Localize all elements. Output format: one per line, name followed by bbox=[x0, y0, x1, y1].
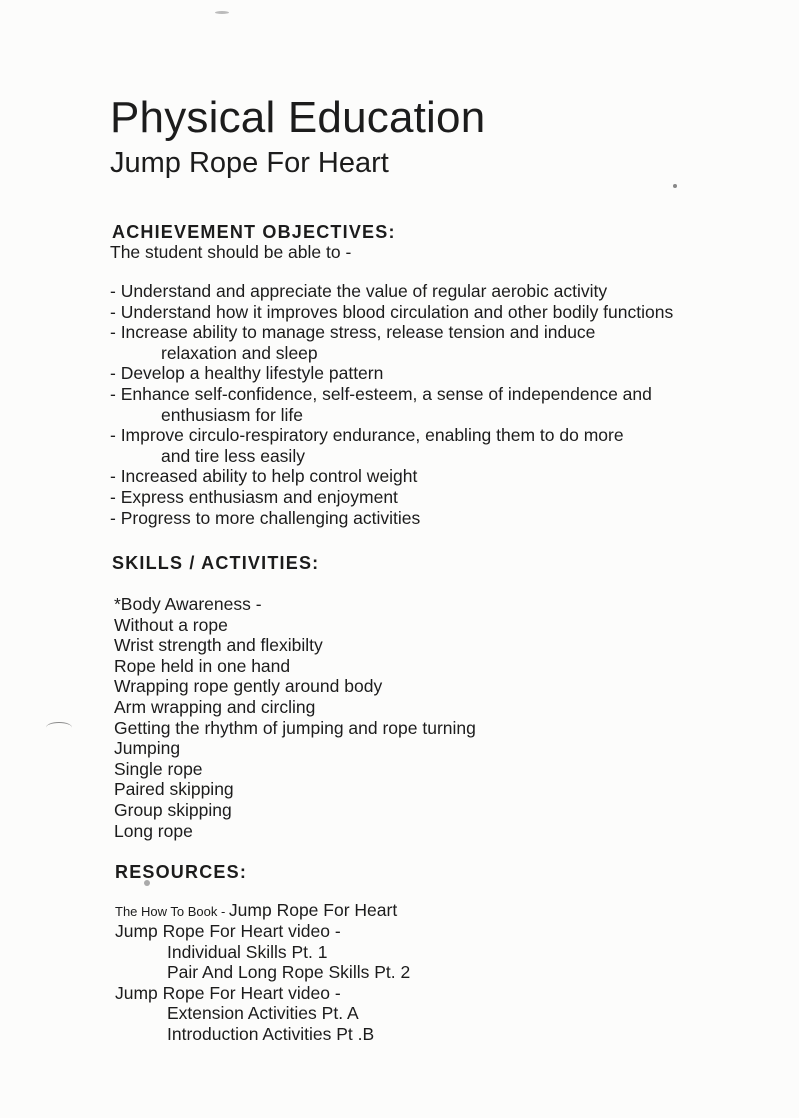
list-item: Extension Activities Pt. A bbox=[167, 1003, 359, 1024]
skills-list bbox=[114, 594, 476, 841]
list-item: - Understand and appreciate the value of regular aerobic activity bbox=[110, 281, 608, 301]
list-item: and tire less easily bbox=[161, 445, 305, 466]
list-item: Group skipping bbox=[114, 799, 232, 820]
objectives-intro: The student should be able to - bbox=[110, 242, 352, 262]
list-item: Jumping bbox=[114, 738, 181, 759]
resource-book-prefix: The How To Book - bbox=[115, 904, 229, 919]
resources-heading: RESOURCES: bbox=[115, 862, 248, 882]
resource-book-line bbox=[115, 900, 397, 921]
resources-list bbox=[115, 921, 410, 1045]
resource-book-title: Jump Rope For Heart bbox=[228, 900, 398, 920]
list-item: - Increase ability to manage stress, release tension and induce bbox=[110, 322, 596, 343]
list-item: - Express enthusiasm and enjoyment bbox=[110, 486, 398, 507]
objectives-list bbox=[110, 281, 673, 528]
list-item: Arm wrapping and circling bbox=[114, 696, 316, 717]
list-item: Wrist strength and flexibilty bbox=[114, 635, 323, 656]
scan-speck bbox=[673, 184, 677, 188]
scan-speck bbox=[215, 11, 229, 14]
list-item: Paired skipping bbox=[114, 779, 234, 800]
list-item: - Increased ability to help control weight bbox=[110, 466, 418, 487]
list-item: Long rope bbox=[114, 820, 193, 841]
list-item: Jump Rope For Heart video - bbox=[115, 982, 341, 1003]
list-item: Single rope bbox=[114, 758, 203, 779]
list-item: - Understand how it improves blood circulation and other bodily functions bbox=[110, 301, 674, 322]
scan-mark bbox=[46, 722, 72, 733]
objectives-heading: ACHIEVEMENT OBJECTIVES: bbox=[112, 222, 396, 242]
list-item: Rope held in one hand bbox=[114, 655, 291, 676]
list-item: relaxation and sleep bbox=[161, 342, 318, 363]
list-item: - Progress to more challenging activities bbox=[110, 507, 421, 528]
list-item: *Body Awareness - bbox=[114, 594, 262, 614]
list-item: Getting the rhythm of jumping and rope turning bbox=[114, 717, 476, 738]
list-item: - Develop a healthy lifestyle pattern bbox=[110, 363, 384, 384]
list-item: Introduction Activities Pt .B bbox=[167, 1023, 375, 1044]
list-item: enthusiasm for life bbox=[161, 404, 304, 425]
skills-heading: SKILLS / ACTIVITIES: bbox=[112, 553, 320, 573]
list-item: Individual Skills Pt. 1 bbox=[167, 941, 328, 962]
list-item: - Improve circulo-respiratory endurance, enabling them to do more bbox=[110, 425, 624, 446]
list-item: Wrapping rope gently around body bbox=[114, 676, 383, 697]
list-item: Without a rope bbox=[114, 614, 228, 635]
page-title: Physical Education bbox=[110, 93, 486, 142]
list-item: Jump Rope For Heart video - bbox=[115, 921, 341, 941]
list-item: Pair And Long Rope Skills Pt. 2 bbox=[167, 962, 411, 983]
page-subtitle: Jump Rope For Heart bbox=[110, 147, 389, 179]
list-item: - Enhance self-confidence, self-esteem, a sense of independence and bbox=[110, 383, 652, 404]
